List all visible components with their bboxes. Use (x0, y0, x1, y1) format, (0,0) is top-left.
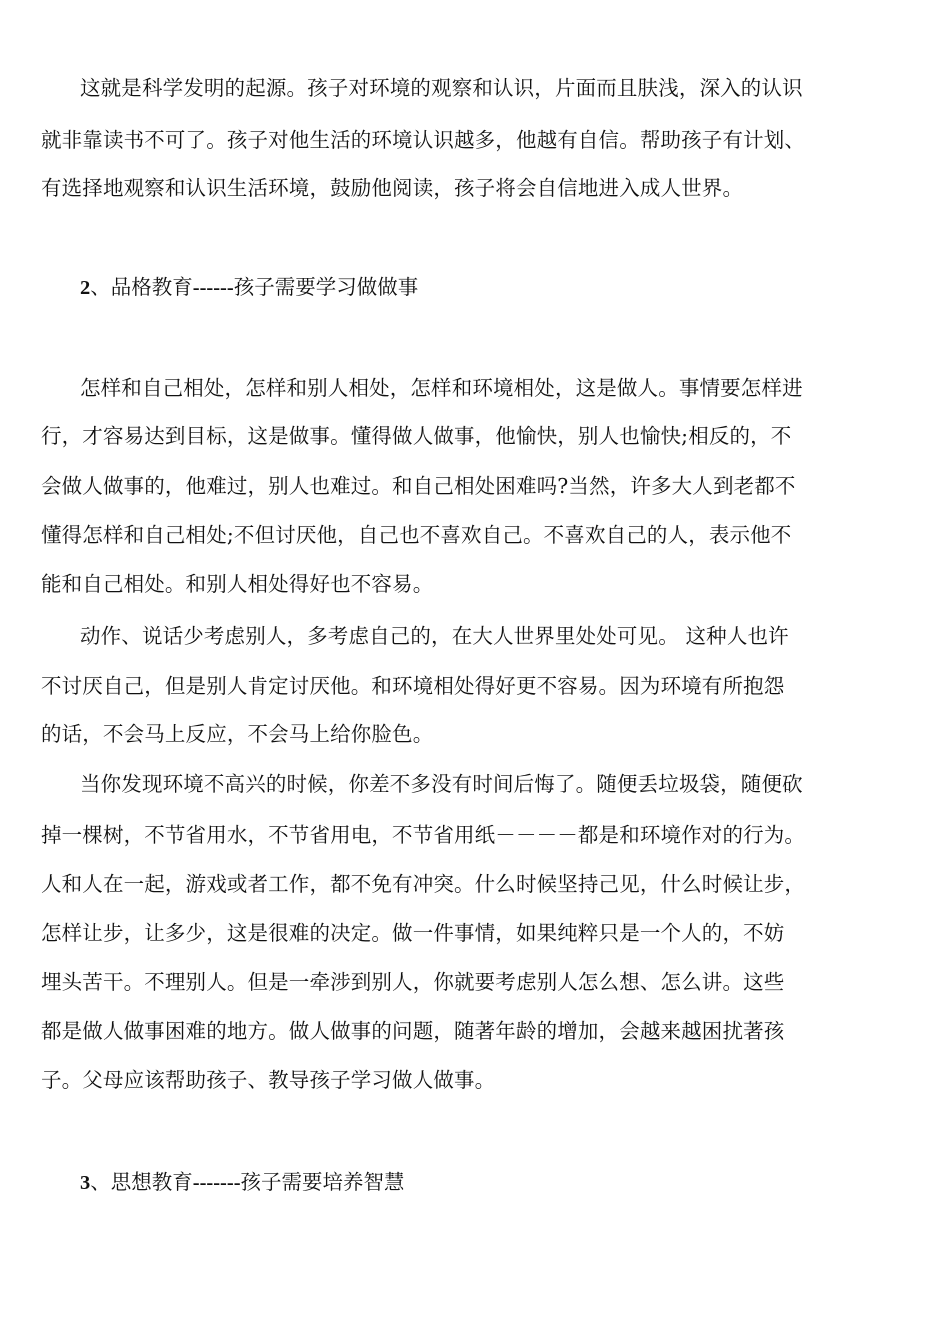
paragraph-2-line-5: 能和自己相处。和别人相处得好也不容易。 (41, 572, 434, 596)
section-heading-3-number: 3 (80, 1172, 91, 1194)
paragraph-4-line-5: 埋头苦干。不理别人。但是一牵涉到别人，你就要考虑别人怎么想、怎么讲。这些 (41, 970, 785, 994)
section-heading-3-label: 、思想教育 (90, 1170, 193, 1194)
paragraph-1-line-2: 就非靠读书不可了。孩子对他生活的环境认识越多，他越有自信。帮助孩子有计划、 (41, 128, 806, 152)
paragraph-4-line-6: 都是做人做事困难的地方。做人做事的问题，随著年龄的增加，会越来越困扰著孩 (41, 1019, 785, 1043)
paragraph-2-line-1: 怎样和自己相处，怎样和别人相处，怎样和环境相处，这是做人。事情要怎样进 (80, 376, 803, 400)
paragraph-4-line-3: 人和人在一起，游戏或者工作，都不免有冲突。什么时候坚持己见，什么时候让步， (41, 872, 806, 896)
paragraph-4-line-4: 怎样让步，让多少，这是很难的决定。做一件事情，如果纯粹只是一个人的，不妨 (41, 921, 785, 945)
section-heading-2-number: 2 (80, 277, 91, 299)
section-heading-3 (80, 1170, 405, 1195)
paragraph-1-line-3: 有选择地观察和认识生活环境，鼓励他阅读，孩子将会自信地进入成人世界。 (41, 176, 744, 200)
paragraph-1-line-1: 这就是科学发明的起源。孩子对环境的观察和认识，片面而且肤浅，深入的认识 (80, 76, 803, 100)
section-heading-2 (80, 275, 418, 300)
section-heading-2-title: 孩子需要学习做做事 (233, 275, 419, 299)
paragraph-2-line-4: 懂得怎样和自己相处;不但讨厌他，自己也不喜欢自己。不喜欢自己的人，表示他不 (41, 523, 792, 547)
section-heading-2-label: 、品格教育 (90, 275, 193, 299)
paragraph-4-line-7: 子。父母应该帮助孩子、教导孩子学习做人做事。 (41, 1068, 496, 1092)
section-heading-3-dashes: ------- (192, 1172, 241, 1194)
paragraph-3-line-3: 的话，不会马上反应，不会马上给你脸色。 (41, 722, 434, 746)
section-heading-3-title: 孩子需要培养智慧 (240, 1170, 405, 1194)
paragraph-2-line-3: 会做人做事的，他难过，别人也难过。和自己相处困难吗?当然，许多大人到老都不 (41, 474, 796, 498)
section-heading-2-dashes: ------ (192, 277, 234, 299)
paragraph-3-line-1: 动作、说话少考虑别人，多考虑自己的，在大人世界里处处可见。 这种人也许 (80, 624, 789, 648)
paragraph-4-line-2: 掉一棵树，不节省用水，不节省用电，不节省用纸－－－－都是和环境作对的行为。 (41, 823, 806, 847)
paragraph-2-line-2: 行，才容易达到目标，这是做事。懂得做人做事，他愉快，别人也愉快;相反的，不 (41, 424, 792, 448)
paragraph-4-line-1: 当你发现环境不高兴的时候，你差不多没有时间后悔了。随便丢垃圾袋，随便砍 (80, 772, 803, 796)
paragraph-3-line-2: 不讨厌自己，但是别人肯定讨厌他。和环境相处得好更不容易。因为环境有所抱怨 (41, 674, 785, 698)
